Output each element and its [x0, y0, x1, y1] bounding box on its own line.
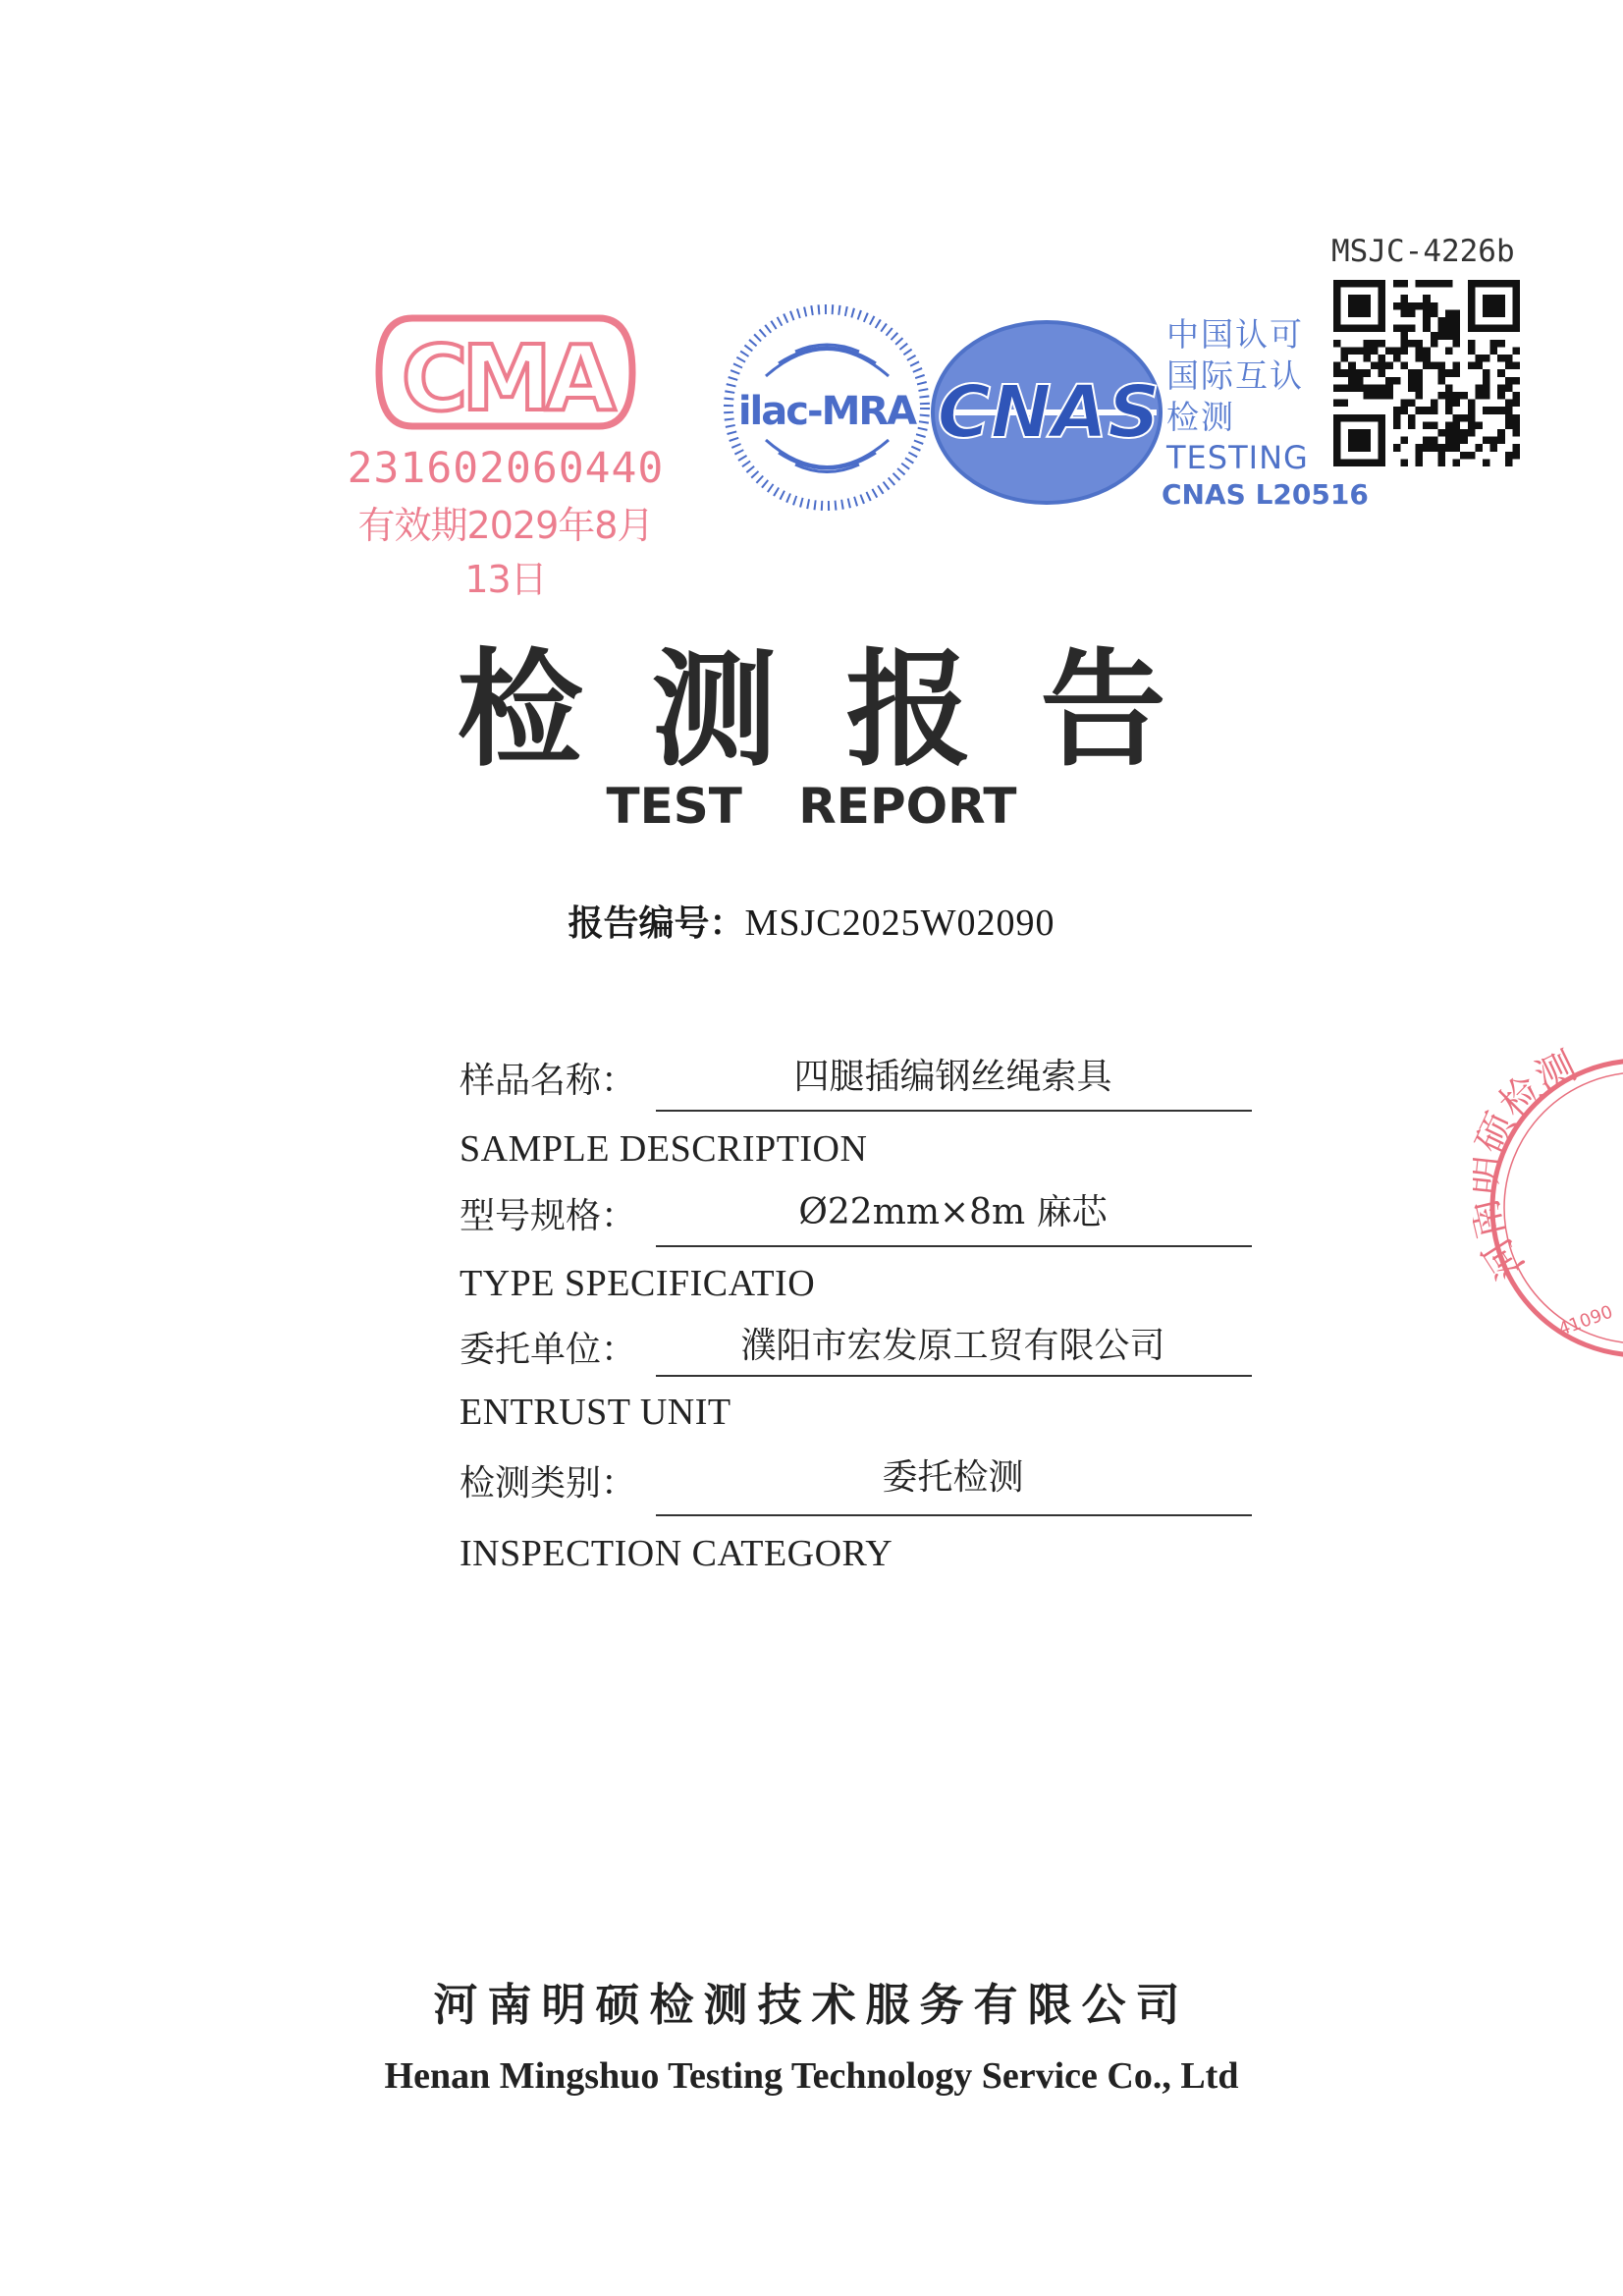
type-spec-underline: [656, 1245, 1252, 1247]
report-title-en: TEST REPORT: [606, 778, 1017, 835]
cnas-logo: [931, 319, 1166, 510]
ilac-globe-icon: [722, 302, 933, 514]
sample-description-label: SAMPLE DESCRIPTION: [460, 1128, 868, 1170]
seal-text: 河 硕检测: [1473, 1043, 1584, 1287]
cnas-line: 国际互认: [1166, 356, 1304, 395]
cma-number: 231602060440: [347, 444, 665, 493]
cma-logo-text: CMA: [401, 326, 611, 431]
inspection-category-value: 委托检测: [882, 1457, 1024, 1498]
inspection-category-underline: [656, 1514, 1252, 1516]
report-title-cn: 检测报告: [457, 636, 1235, 784]
cma-mark: [344, 306, 668, 601]
entrust-unit-label-cn: 委托单位：: [460, 1330, 637, 1370]
seal-code: 41090: [1555, 1301, 1616, 1340]
sample-name-value: 四腿插编钢丝绳索具: [793, 1057, 1112, 1097]
type-spec-value: Ø22mm×8m 麻芯: [798, 1192, 1108, 1232]
qr-code-icon: [1333, 280, 1520, 470]
cnas-logo-text: CNAS: [937, 370, 1161, 455]
report-number: [0, 896, 1623, 946]
type-spec-label: 型号规格：: [460, 1196, 637, 1236]
ilac-mra-logo: [722, 302, 933, 518]
report-number-label: 报告编号：: [568, 903, 745, 944]
cnas-chinese-text: [1166, 314, 1304, 438]
type-specification-label: TYPE SPECIFICATIO: [460, 1263, 816, 1304]
sample-name-underline: [656, 1110, 1252, 1112]
cnas-line: 中国认可: [1166, 315, 1304, 354]
ilac-logo-text: ilac-MRA: [737, 389, 916, 434]
inspection-category-label-cn: 检测类别：: [460, 1463, 637, 1503]
cnas-line: 检测: [1166, 398, 1235, 436]
sample-name-label: 样品名称：: [460, 1061, 637, 1101]
entrust-unit-underline: [656, 1375, 1252, 1377]
cma-validity: 有效期2029年8月13日: [357, 504, 654, 601]
inspection-category-label-en: INSPECTION CATEGORY: [460, 1533, 893, 1574]
cnas-code: CNAS L20516: [1162, 478, 1369, 511]
entrust-unit-value: 濮阳市宏发原工贸有限公司: [740, 1326, 1165, 1366]
svg-text:河南明硕检测: [1473, 1043, 1584, 1286]
cnas-logo-icon: [931, 319, 1166, 506]
entrust-unit-label-en: ENTRUST UNIT: [460, 1392, 731, 1433]
cnas-testing-label: TESTING: [1166, 439, 1309, 476]
company-name-cn: 河南明硕检测技术服务有限公司: [433, 1979, 1190, 2031]
company-seal-icon: [1473, 1041, 1623, 1369]
cma-logo-icon: [373, 306, 638, 439]
company-name-en: Henan Mingshuo Testing Technology Service Co., Ltd: [384, 2055, 1239, 2097]
report-number-value: MSJC2025W02090: [744, 902, 1055, 944]
qr-code-label: MSJC-4226b: [1331, 234, 1515, 269]
